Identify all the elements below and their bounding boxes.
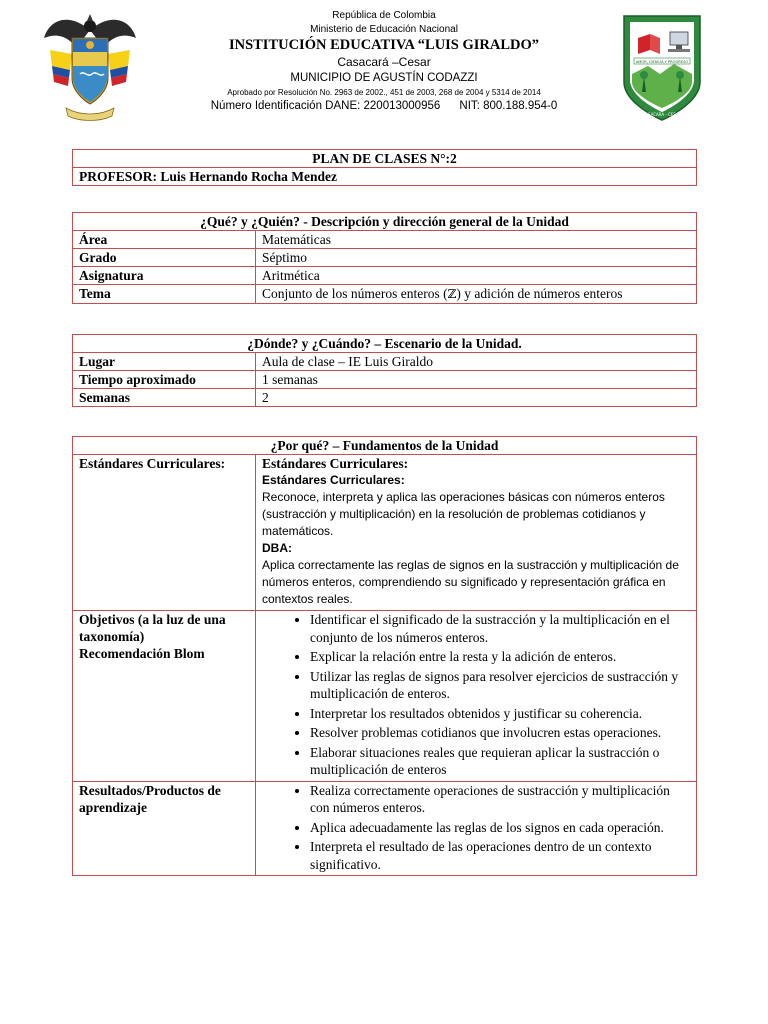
list-item: • Identificar el significado de la sustracción y la multiplicación en el conjunto de los números enteros. — [310, 611, 690, 646]
list-item: • Elaborar situaciones reales que requieran aplicar la sustracción o multiplicación de enteros — [310, 744, 690, 779]
row-label: Lugar — [73, 353, 256, 371]
row-label: Grado — [73, 249, 256, 267]
standards-cell — [256, 455, 697, 611]
foundations-table — [72, 436, 697, 876]
standards-text: Reconoce, interpreta y aplica las operaciones básicas con números enteros (sustracción y multiplicación) en la resolución de problemas cotidianos y matemáticos. — [262, 490, 665, 538]
header-identification: Número Identificación DANE: 220013000956 NIT: 800.188.954-0 — [210, 100, 558, 112]
results-label: Resultados/Productos de aprendizaje — [73, 781, 256, 876]
list-item: • Interpreta el resultado de las operaciones dentro de un contexto significativo. — [310, 838, 690, 873]
integers-symbol: ℤ — [447, 287, 457, 301]
header-republic: República de Colombia — [332, 10, 436, 21]
plan-title-table — [72, 149, 697, 186]
colombia-coat-of-arms-logo — [40, 8, 140, 128]
table-row — [73, 781, 697, 876]
topic-text-before: Conjunto de los números enteros ( — [262, 286, 448, 301]
row-value: Matemáticas — [256, 231, 697, 249]
standards-label: Estándares Curriculares: — [73, 455, 256, 611]
scenario-table — [72, 334, 697, 407]
foundations-title: ¿Por qué? – Fundamentos de la Unidad — [73, 437, 697, 455]
standards-subheading: Estándares Curriculares: — [262, 473, 405, 487]
results-cell — [256, 781, 697, 876]
emblem-bottom-text: CASACARA - CESAR — [642, 112, 682, 117]
list-item: • Aplica adecuadamente las reglas de los signos en cada operación. — [310, 819, 690, 837]
topic-text-after: ) y adición de números enteros — [456, 286, 623, 301]
list-item: • Utilizar las reglas de signos para resolver ejercicios de sustracción y multiplicación de enteros. — [310, 668, 690, 703]
header-approval: Aprobado por Resolución No. 2963 de 2002., 451 de 2003, 268 de 2004 y 5314 de 2014 — [227, 88, 541, 97]
institution-emblem-logo — [620, 12, 704, 124]
row-value: Aritmética — [256, 267, 697, 285]
row-label: Área — [73, 231, 256, 249]
header-institution: INSTITUCIÓN EDUCATIVA “LUIS GIRALDO” — [228, 37, 540, 53]
table-row — [73, 611, 697, 782]
row-label: Tiempo aproximado — [73, 371, 256, 389]
header-ministry: Ministerio de Educación Nacional — [310, 24, 458, 35]
list-item: • Realiza correctamente operaciones de sustracción y multiplicación con números enteros. — [310, 782, 690, 817]
row-label: Asignatura — [73, 267, 256, 285]
plan-title: PLAN DE CLASES N°:2 — [73, 150, 697, 168]
objectives-cell — [256, 611, 697, 782]
unit-description-title: ¿Qué? y ¿Quién? - Descripción y dirección general de la Unidad — [73, 213, 697, 231]
row-label: Semanas — [73, 389, 256, 407]
table-row — [73, 231, 697, 249]
standards-heading: Estándares Curriculares: — [262, 456, 409, 471]
emblem-motto-text: AMOR, CIENCIA Y PROGRESO — [635, 60, 689, 64]
table-row — [73, 455, 697, 611]
table-row — [73, 285, 697, 304]
objectives-label — [73, 611, 256, 782]
list-item: • Explicar la relación entre la resta y la adición de enteros. — [310, 648, 690, 666]
letterhead — [0, 0, 768, 140]
list-item: • Resolver problemas cotidianos que involucren estas operaciones. — [310, 724, 690, 742]
row-value: Aula de clase – IE Luis Giraldo — [256, 353, 697, 371]
dba-text: Aplica correctamente las reglas de signos en la sustracción y multiplicación de números enteros, comprendiendo su significado y representación gráfica en contextos reales. — [262, 558, 679, 606]
table-row — [73, 267, 697, 285]
row-value: Séptimo — [256, 249, 697, 267]
table-row — [73, 389, 697, 407]
header-location: Casacará –Cesar — [337, 55, 431, 69]
dba-label: DBA: — [262, 541, 292, 555]
unit-description-table — [72, 212, 697, 304]
table-row — [73, 353, 697, 371]
row-value: 2 — [256, 389, 697, 407]
results-list — [262, 782, 690, 874]
topic-value — [256, 285, 697, 304]
list-item: • Interpretar los resultados obtenidos y justificar su coherencia. — [310, 705, 690, 723]
scenario-title: ¿Dónde? y ¿Cuándo? – Escenario de la Unidad. — [73, 335, 697, 353]
row-label: Tema — [73, 285, 256, 304]
objectives-list — [262, 611, 690, 779]
teacher-name: PROFESOR: Luis Hernando Rocha Mendez — [73, 168, 697, 186]
row-value: 1 semanas — [256, 371, 697, 389]
table-row — [73, 249, 697, 267]
table-row — [73, 371, 697, 389]
header-municipality: MUNICIPIO DE AGUSTÍN CODAZZI — [290, 72, 478, 84]
objectives-label-line-2: Recomendación Blom — [79, 646, 205, 661]
objectives-label-line-1: Objetivos (a la luz de una taxonomía) — [79, 612, 226, 644]
